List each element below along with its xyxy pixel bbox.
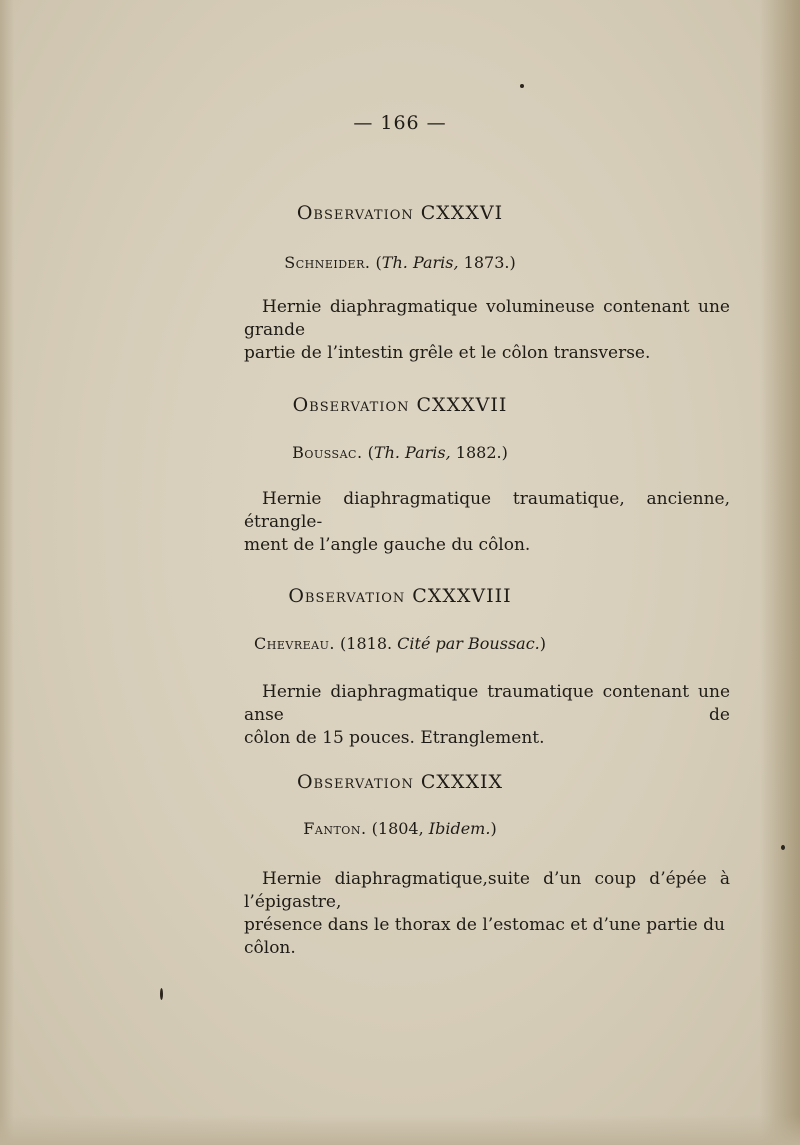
text-line: côlon de 15 pouces. Etranglement. <box>244 728 545 748</box>
ink-speck <box>781 845 785 850</box>
text-line: Hernie diaphragmatique traumatique, ancienne, étrangle- <box>244 489 730 532</box>
text-line: présence dans le thorax de l’estomac et d’une partie du côlon. <box>244 915 725 958</box>
page-edge-left <box>0 0 14 1145</box>
page-number: — 166 — <box>353 112 447 134</box>
source-open: ( <box>375 253 382 272</box>
observation-source <box>0 819 800 838</box>
observation-source <box>0 253 800 272</box>
source-italic: Cité par Boussac. <box>397 634 540 653</box>
source-author: Chevreau. <box>254 634 335 653</box>
source-author: Boussac. <box>292 443 363 462</box>
source-open: (1804, <box>371 819 429 838</box>
page-edge-right <box>760 0 800 1145</box>
source-italic: Th. Paris, <box>381 253 459 272</box>
observation-title: Observation CXXXIX <box>296 771 504 793</box>
source-open: ( <box>367 443 374 462</box>
ink-speck <box>520 84 524 88</box>
observation-title: Observation CXXXVII <box>292 394 508 416</box>
source-author: Fanton. <box>303 819 367 838</box>
observation-text <box>244 868 730 960</box>
page-edge-bottom <box>0 1115 800 1145</box>
observation-source <box>0 634 800 653</box>
source-open: (1818. <box>340 634 398 653</box>
text-line: partie de l’intestin grêle et le côlon transverse. <box>244 343 651 363</box>
source-rest: ) <box>539 634 546 653</box>
observation-title: Observation CXXXVIII <box>288 585 512 607</box>
observation-title: Observation CXXXVI <box>296 202 504 224</box>
source-italic: Ibidem. <box>428 819 491 838</box>
source-rest: 1873.) <box>458 253 516 272</box>
observation-text <box>244 681 730 750</box>
observation-text <box>244 296 730 365</box>
text-line: ment de l’angle gauche du côlon. <box>244 535 531 555</box>
observation-source <box>0 443 800 462</box>
text-line: Hernie diaphragmatique volumineuse contenant une grande <box>244 297 730 340</box>
observation-text <box>244 488 730 557</box>
source-author: Schneider. <box>284 253 371 272</box>
text-line: Hernie diaphragmatique traumatique contenant une anse de <box>244 682 730 725</box>
source-rest: 1882.) <box>450 443 508 462</box>
ink-speck <box>160 988 163 1000</box>
text-line: Hernie diaphragmatique,suite d’un coup d’épée à l’épigastre, <box>244 869 730 912</box>
source-italic: Th. Paris, <box>373 443 451 462</box>
source-rest: ) <box>490 819 497 838</box>
